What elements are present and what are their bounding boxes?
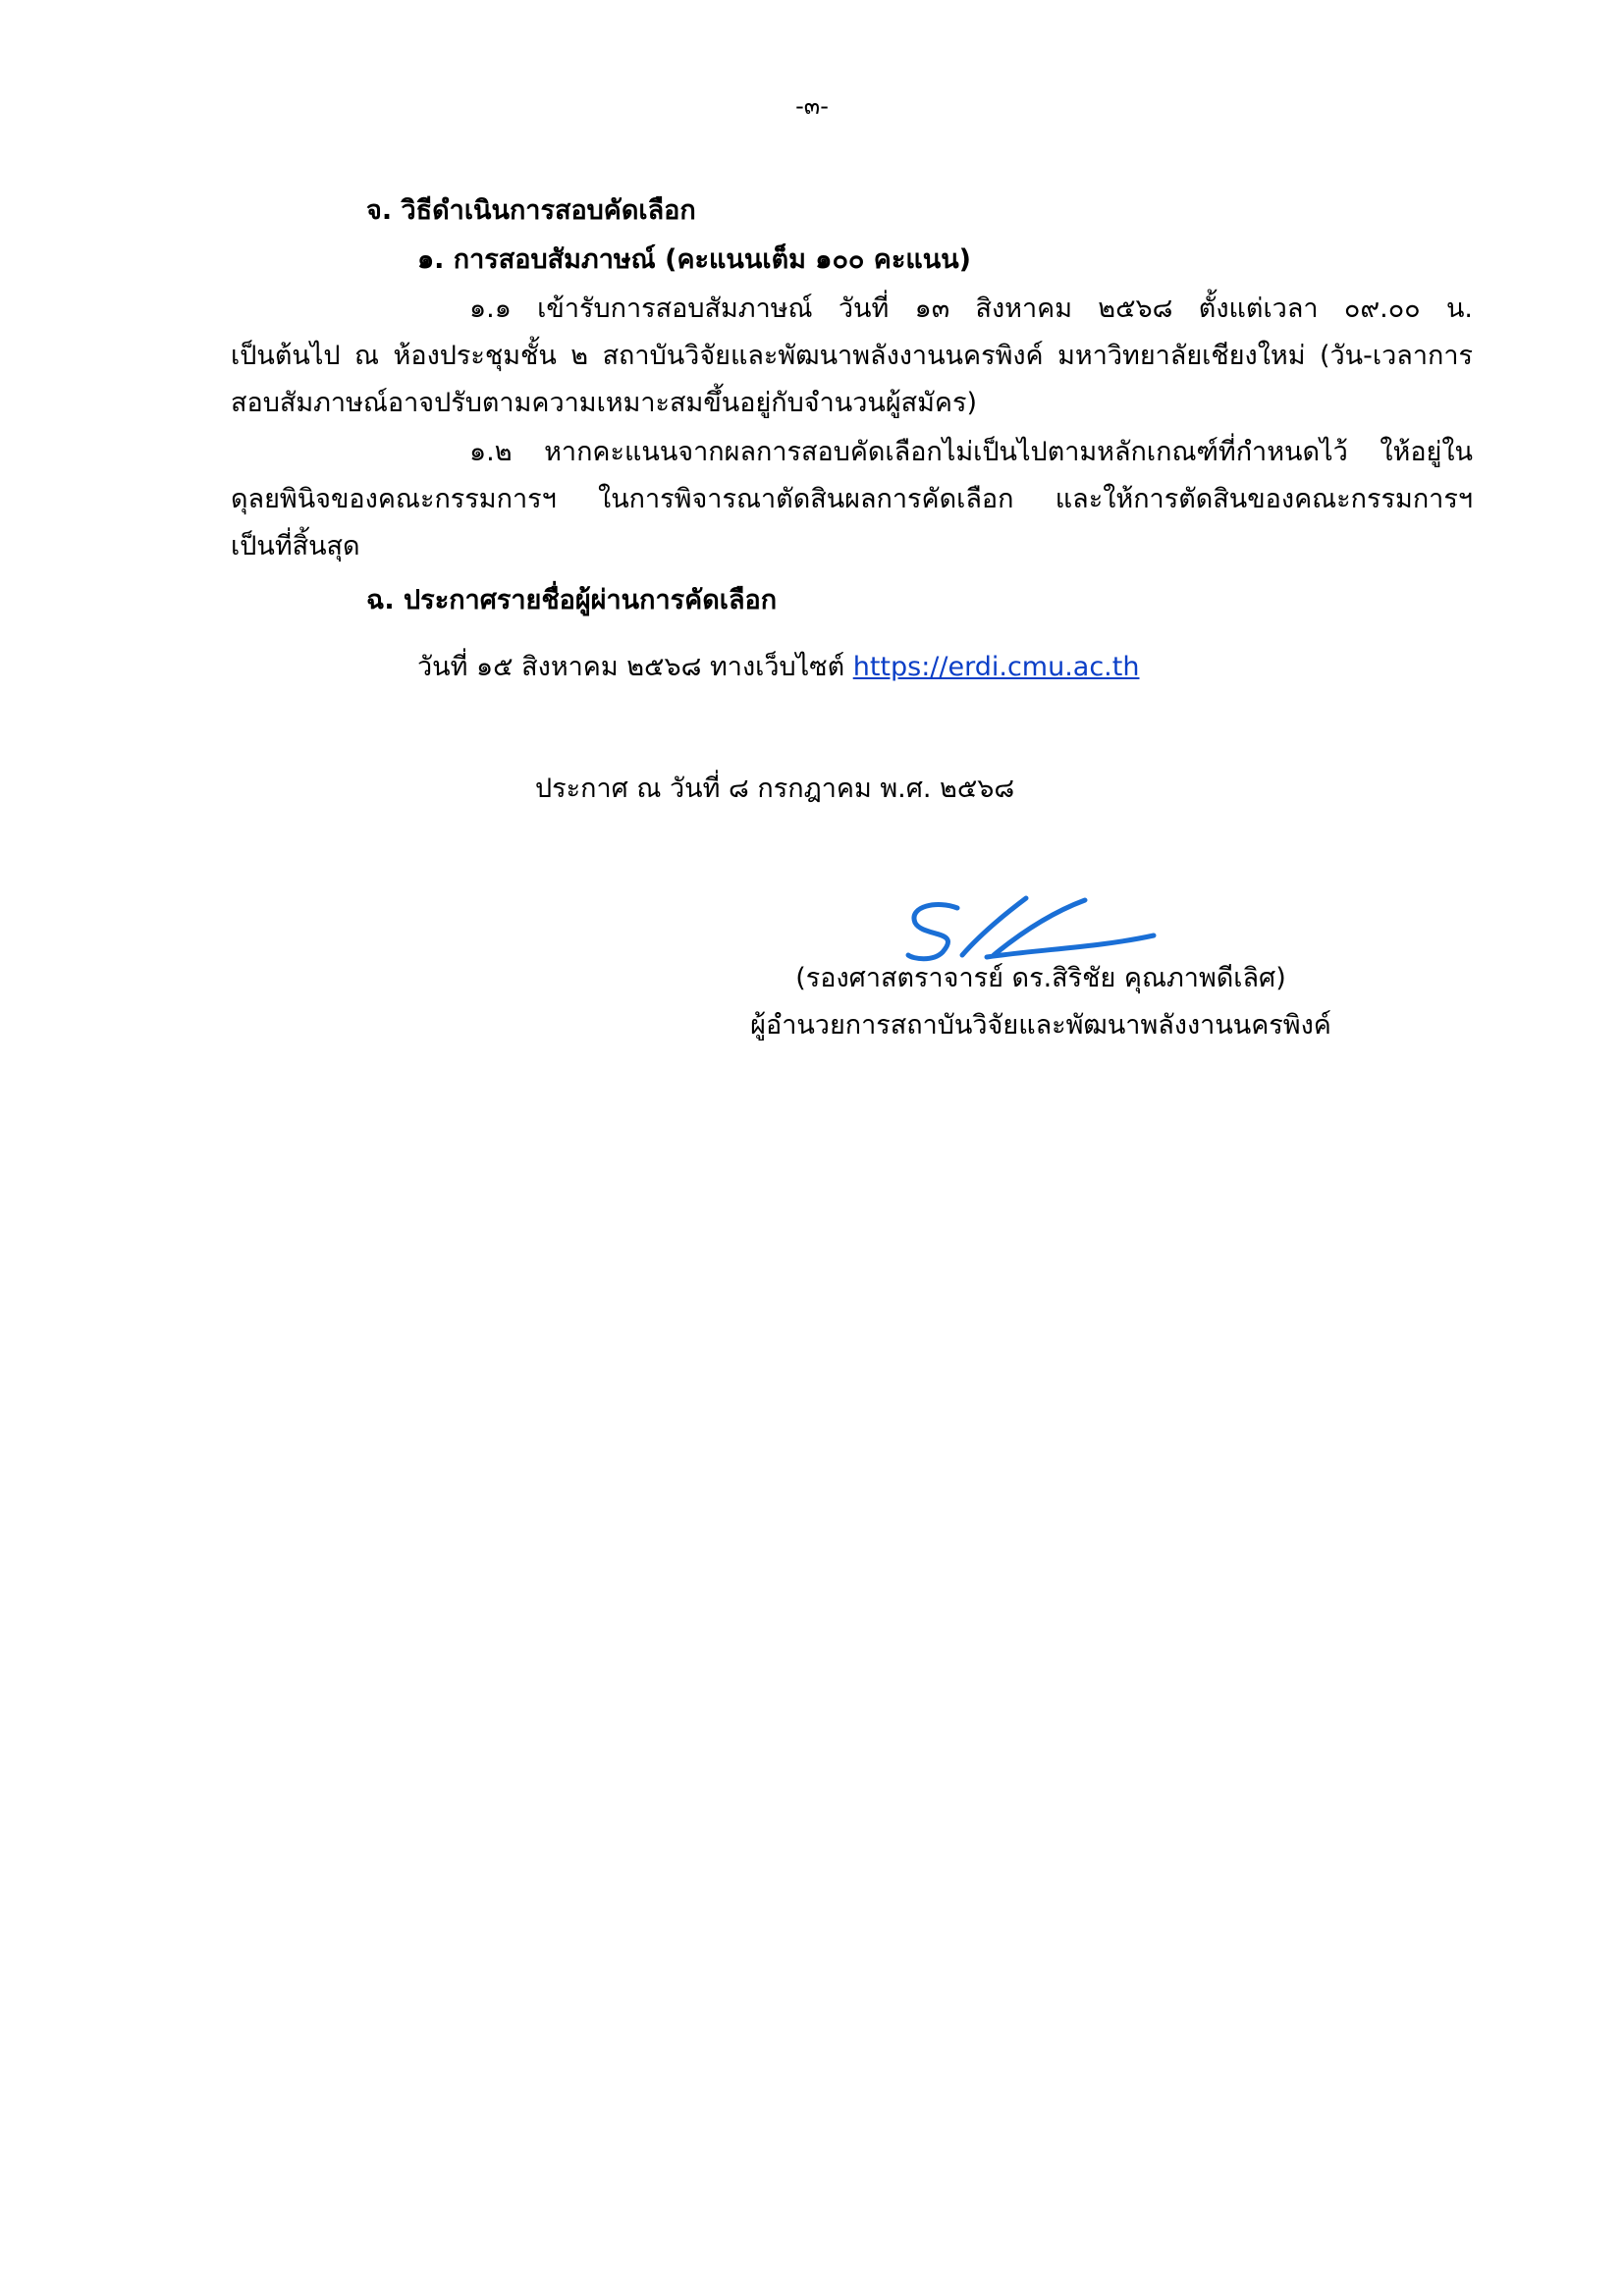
item-1-2-line-3: เป็นที่สิ้นสุด: [231, 531, 360, 561]
website-link[interactable]: https://erdi.cmu.ac.th: [852, 652, 1140, 682]
signature-image: [903, 879, 1159, 967]
signer-name: (รองศาสตราจารย์ ดร.สิริชัย คุณภาพดีเลิศ): [795, 963, 1286, 993]
interview-heading: ๑. การสอบสัมภาษณ์ (คะแนนเต็ม ๑๐๐ คะแนน): [417, 244, 972, 275]
item-1-1-line-1: ๑.๑ เข้ารับการสอบสัมภาษณ์ วันที่ ๑๓ สิงหาคม ๒๕๖๘ ตั้งแต่เวลา ๐๙.๐๐ น.: [469, 294, 1473, 324]
item-1-2-line-1: ๑.๒ หากคะแนนจากผลการสอบคัดเลือกไม่เป็นไปตามหลักเกณฑ์ที่กำหนดไว้ ให้อยู่ใน: [469, 437, 1473, 467]
item-1-1-line-3: สอบสัมภาษณ์อาจปรับตามความเหมาะสมขึ้นอยู่กับจำนวนผู้สมัคร): [231, 388, 978, 418]
section-e-heading: จ. วิธีดำเนินการสอบคัดเลือก: [366, 195, 696, 226]
results-date-line: [417, 648, 1139, 687]
item-1-2-line-2: ดุลยพินิจของคณะกรรมการฯ ในการพิจารณาตัดสินผลการคัดเลือก และให้การตัดสินของคณะกรรมการฯ: [231, 484, 1473, 514]
section-f-heading: ฉ. ประกาศรายชื่อผู้ผ่านการคัดเลือก: [366, 585, 778, 615]
page-number: -๓-: [795, 92, 829, 120]
announcement-date: ประกาศ ณ วันที่ ๘ กรกฎาคม พ.ศ. ๒๕๖๘: [535, 774, 1015, 804]
signer-position: ผู้อำนวยการสถาบันวิจัยและพัฒนาพลังงานนครพิงค์: [750, 1010, 1331, 1041]
item-1-1-line-2: เป็นต้นไป ณ ห้องประชุมชั้น ๒ สถาบันวิจัยและพัฒนาพลังงานนครพิงค์ มหาวิทยาลัยเชียงใหม่ (วัน-เวลาการ: [231, 341, 1473, 371]
results-date-text: วันที่ ๑๕ สิงหาคม ๒๕๖๘ ทางเว็บไซต์: [417, 652, 853, 682]
